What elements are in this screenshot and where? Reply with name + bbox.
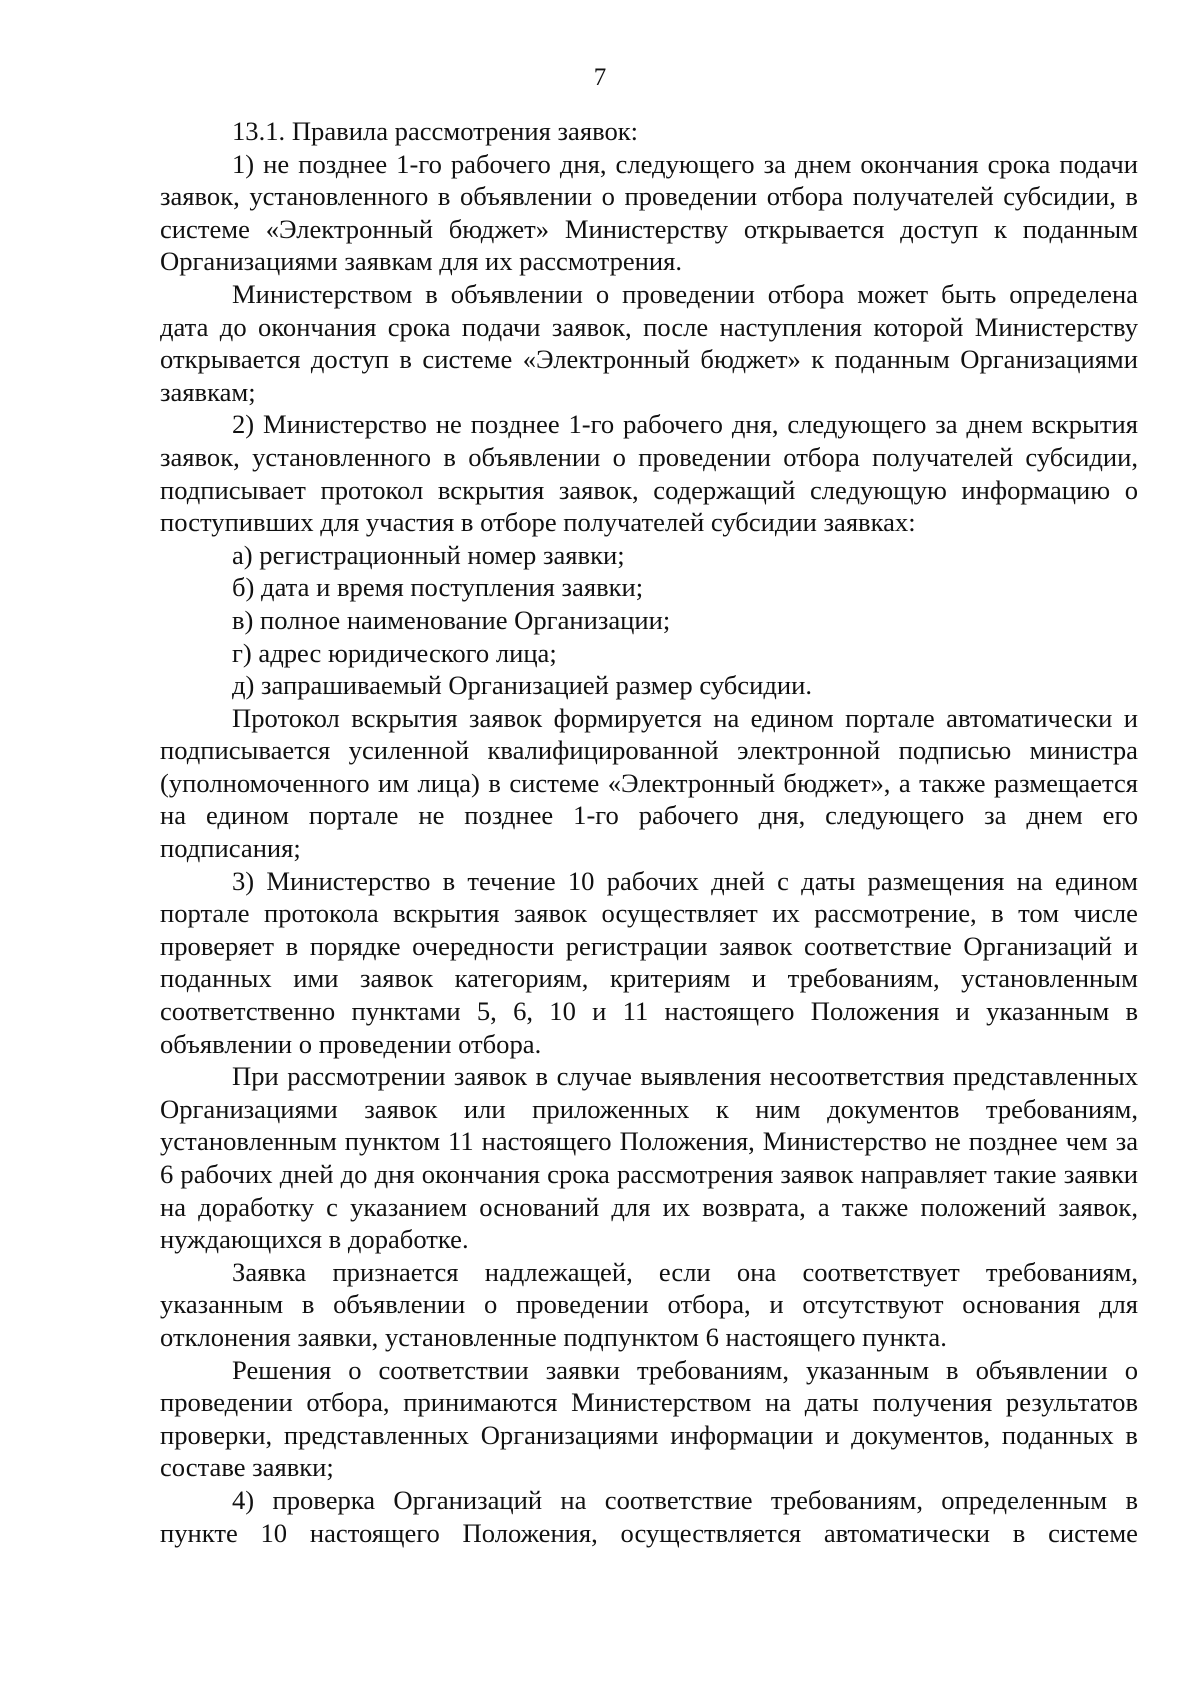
list-item: а) регистрационный номер заявки; — [232, 539, 625, 570]
paragraph: При рассмотрении заявок в случае выявления несоответствия представленных Организациями заявок или приложенных к ним документов требованиям, установленным пунктом 11 настоящего Положения, Министерство не позднее чем за 6 рабочих дней до дня окончания срока рассмотрения заявок направляет такие заявки на доработку с указанием оснований для их возврата, а также положений заявок, нуждающихся в доработке. — [160, 1061, 1138, 1255]
paragraph: 1) не позднее 1-го рабочего дня, следующего за днем окончания срока подачи заявок, установленного в объявлении о проведении отбора получателей субсидии, в системе «Электронный бюджет» Министерству открывается доступ к поданным Организациями заявкам для их рассмотрения. — [160, 148, 1138, 277]
paragraph: Протокол вскрытия заявок формируется на едином портале автоматически и подписывается усиленной квалифицированной электронной подписью министра (уполномоченного им лица) в системе «Электронный бюджет», а также размещается на едином портале не позднее 1-го рабочего дня, следующего за днем его подписания; — [160, 702, 1138, 864]
list-item: д) запрашиваемый Организацией размер субсидии. — [232, 670, 812, 701]
list-item: г) адрес юридического лица; — [232, 637, 557, 668]
section-heading: 13.1. Правила рассмотрения заявок: — [232, 116, 639, 146]
list-item: б) дата и время поступления заявки; — [232, 572, 644, 603]
paragraph: 3) Министерство в течение 10 рабочих дней с даты размещения на едином портале протокола вскрытия заявок осуществляет их рассмотрение, в том числе проверяет в порядке очередности регистрации заявок соответствие Организаций и поданных ими заявок категориям, критериям и требованиям, установленным соответственно пунктами 5, 6, 10 и 11 настоящего Положения и указанным в объявлении о проведении отбора. — [160, 865, 1138, 1059]
paragraph: Министерством в объявлении о проведении отбора может быть определена дата до окончания срока подачи заявок, после наступления которой Министерству открывается доступ в системе «Электронный бюджет» к поданным Организациями заявкам; — [160, 278, 1138, 407]
paragraph: 2) Министерство не позднее 1-го рабочего дня, следующего за днем вскрытия заявок, установленного в объявлении о проведении отбора получателей субсидии, подписывает протокол вскрытия заявок, содержащий следующую информацию о поступивших для участия в отборе получателей субсидии заявках: — [160, 409, 1138, 538]
paragraph: 4) проверка Организаций на соответствие требованиям, определенным в пункте 10 настоящего Положения, осуществляется автоматически в системе — [160, 1484, 1138, 1548]
document-body — [160, 115, 1138, 1549]
paragraph: Решения о соответствии заявки требованиям, указанным в объявлении о проведении отбора, принимаются Министерством на даты получения результатов проверки, представленных Организациями информации и документов, поданных в составе заявки; — [160, 1354, 1138, 1483]
page-number: 7 — [593, 64, 607, 91]
paragraph: Заявка признается надлежащей, если она соответствует требованиям, указанным в объявлении о проведении отбора, и отсутствуют основания для отклонения заявки, установленные подпунктом 6 настоящего пункта. — [160, 1256, 1138, 1352]
list-item: в) полное наименование Организации; — [232, 604, 671, 635]
